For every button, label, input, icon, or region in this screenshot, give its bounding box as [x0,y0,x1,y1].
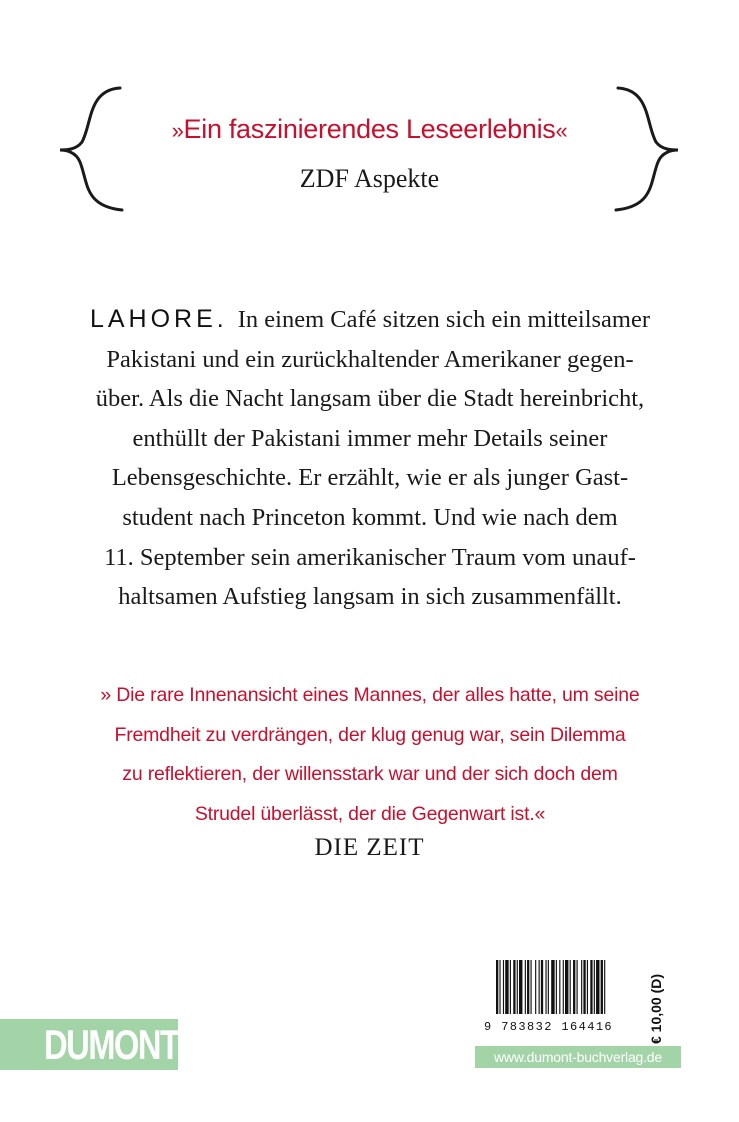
quote-open-mark: » [171,118,184,143]
review-source: DIE ZEIT [314,834,425,861]
publisher-logo: DUMONT [44,1021,179,1068]
top-quote-source: ZDF Aspekte [299,164,440,193]
top-quote-text: Ein faszinierendes Leseerlebnis [183,114,556,144]
blurb-lead-word: LAHORE. [89,305,228,333]
blurb-line-8: haltsamen Aufstieg langsam in sich zusammenfällt. [118,583,622,611]
price-label: € 10,00 (D) [648,973,664,1044]
barcode-icon [496,960,646,1014]
quote-close-mark: « [555,118,568,143]
isbn-digits: 9 783832 164416 [484,1020,614,1034]
blurb-line-1 [60,300,680,340]
publisher-url: www.dumont-buchverlag.de [494,1049,662,1065]
review-line-1: » Die rare Innenansicht eines Mannes, der alles hatte, um seine [100,684,640,706]
blurb-line-7: 11. September sein amerikanischer Traum vom unauf- [104,543,636,571]
blurb-line-6: student nach Princeton kommt. Und wie nach dem [122,503,618,531]
blurb-line-text: In einem Café sitzen sich ein mitteilsamer [237,306,651,333]
review-line-3: zu reflektieren, der willensstark war und der sich doch dem [122,763,618,785]
book-blurb [60,300,680,617]
blurb-line-3: über. Als die Nacht langsam über die Stadt hereinbricht, [95,385,645,413]
blurb-line-5: Lebensgeschichte. Er erzählt, wie er als junger Gast- [111,464,629,492]
review-line-4: Strudel überlässt, der die Gegenwart ist.« [194,802,546,825]
top-quote [0,114,739,145]
review-line-2: Fremdheit zu verdrängen, der klug genug war, sein Dilemma [114,723,626,746]
blurb-line-4: enthüllt der Pakistani immer mehr Details seiner [132,424,608,452]
review-quote [40,676,700,834]
blurb-line-2: Pakistani und ein zurückhaltender Amerikaner gegen- [106,345,634,373]
right-brace-ornament [610,84,680,214]
left-brace-ornament [58,84,128,214]
